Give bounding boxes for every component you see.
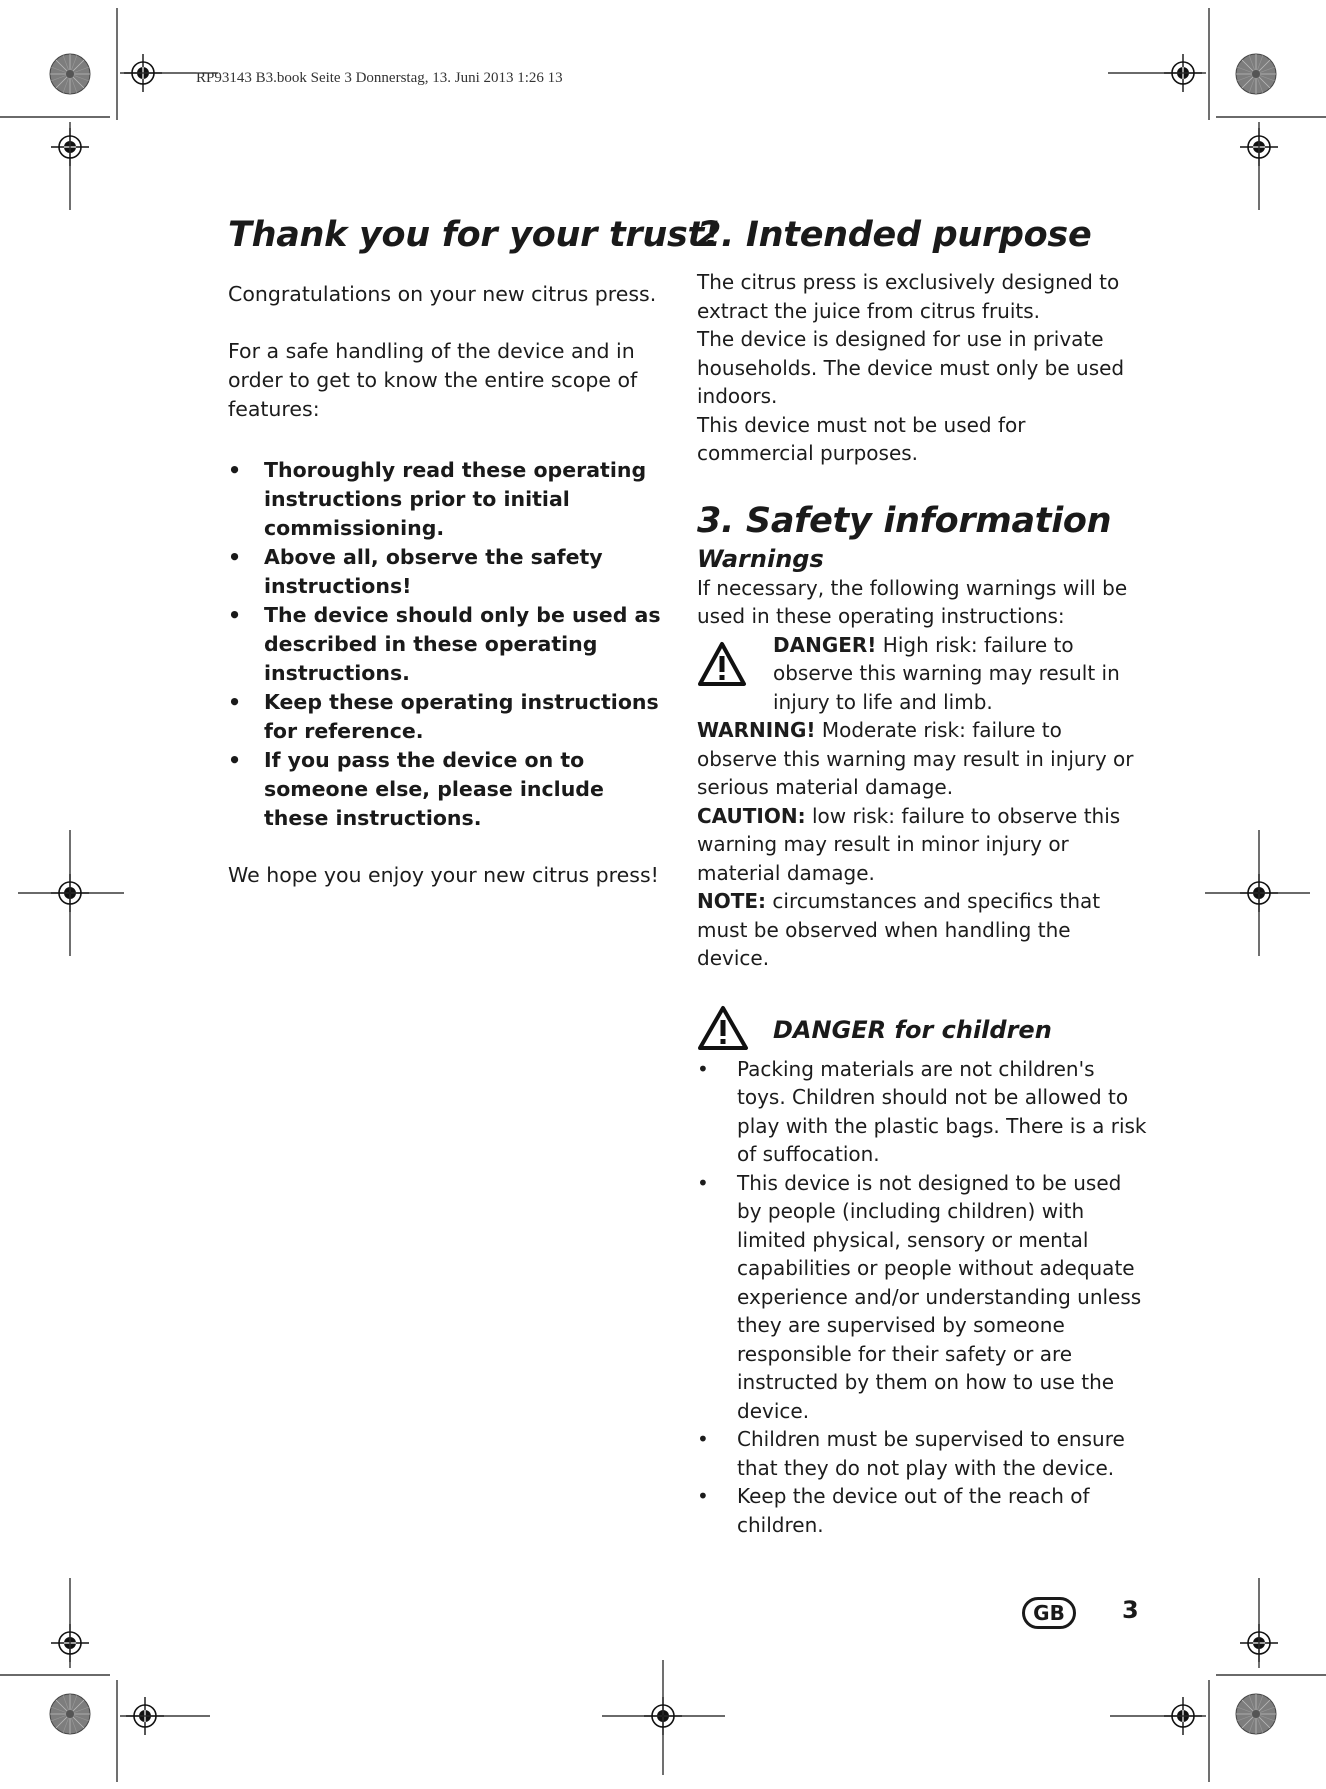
list-item: • Children must be supervised to ensure that they do not play with the device. bbox=[697, 1425, 1147, 1482]
danger-definition bbox=[697, 631, 1147, 717]
intended-text: This device must not be used for commercial purposes. bbox=[697, 412, 1026, 465]
children-danger-header bbox=[697, 1005, 1147, 1055]
list-item: • If you pass the device on to someone else, please include these instructions. bbox=[228, 746, 668, 833]
list-item: • Thoroughly read these operating instructions prior to initial commissioning. bbox=[228, 456, 668, 543]
left-column bbox=[228, 212, 720, 890]
page-title: Thank you for your trust! bbox=[228, 215, 720, 255]
warning-text: Moderate risk: failure to observe this warning may result in injury or serious material damage. bbox=[697, 718, 1134, 799]
warning-definition bbox=[697, 716, 1147, 802]
intro-text: Congratulations on your new citrus press. bbox=[228, 282, 657, 306]
list-item: • This device is not designed to be used by people (including children) with limited physical, sensory or mental capabilities or people without adequate experience and/or understanding unless they are supervised by someone responsible for their safety or are instructed by them on how to use the device. bbox=[697, 1169, 1147, 1426]
children-danger-list bbox=[697, 1055, 1147, 1540]
safety-heading: 3. Safety information bbox=[697, 500, 1112, 541]
children-danger-heading: DANGER for children bbox=[773, 1015, 1052, 1044]
caution-text: low risk: failure to observe this warning may result in minor injury or material damage. bbox=[697, 803, 1121, 885]
color-wheel-icon bbox=[1236, 54, 1276, 94]
warning-triangle-icon bbox=[697, 641, 747, 687]
intended-text: The citrus press is exclusively designed to extract the juice from citrus fruits. bbox=[697, 270, 1120, 323]
intended-text: The device is designed for use in private households. The device must only be used indoors. bbox=[697, 327, 1125, 408]
list-item: • Packing materials are not children's toys. Children should not be allowed to play with the plastic bags. There is a risk of suffocation. bbox=[697, 1055, 1147, 1169]
warning-term: WARNING! bbox=[697, 718, 816, 742]
note-term: NOTE: bbox=[697, 889, 767, 913]
warnings-intro: If necessary, the following warnings will be used in these operating instructions: bbox=[697, 575, 1128, 628]
danger-text: High risk: failure to observe this warning may result in injury to life and limb. bbox=[773, 632, 1120, 714]
print-slug: RP93143 B3.book Seite 3 Donnerstag, 13. Juni 2013 1:26 13 bbox=[196, 70, 563, 86]
note-text: circumstances and specifics that must be observed when handling the device. bbox=[697, 889, 1101, 970]
caution-term: CAUTION: bbox=[697, 803, 806, 828]
warning-triangle-icon bbox=[697, 1005, 749, 1051]
color-wheel-icon bbox=[50, 1694, 90, 1734]
instruction-list bbox=[228, 456, 668, 833]
right-column bbox=[697, 212, 1147, 1539]
closing-text: We hope you enjoy your new citrus press! bbox=[228, 863, 659, 887]
list-item: • Above all, observe the safety instructions! bbox=[228, 543, 668, 601]
list-item: • Keep these operating instructions for reference. bbox=[228, 688, 668, 746]
intended-purpose-heading: 2. Intended purpose bbox=[697, 215, 1092, 255]
note-definition bbox=[697, 887, 1147, 973]
color-wheel-icon bbox=[50, 54, 90, 94]
list-item: • The device should only be used as described in these operating instructions. bbox=[228, 601, 668, 688]
caution-definition bbox=[697, 802, 1147, 888]
color-wheel-icon bbox=[1236, 1694, 1276, 1734]
warnings-heading: Warnings bbox=[697, 544, 824, 573]
danger-term: DANGER! bbox=[773, 632, 877, 657]
list-item: • Keep the device out of the reach of children. bbox=[697, 1482, 1147, 1539]
page-number: 3 bbox=[1122, 1596, 1139, 1624]
lead-text: For a safe handling of the device and in order to get to know the entire scope of features: bbox=[228, 339, 638, 421]
language-badge: GB bbox=[1022, 1597, 1076, 1629]
